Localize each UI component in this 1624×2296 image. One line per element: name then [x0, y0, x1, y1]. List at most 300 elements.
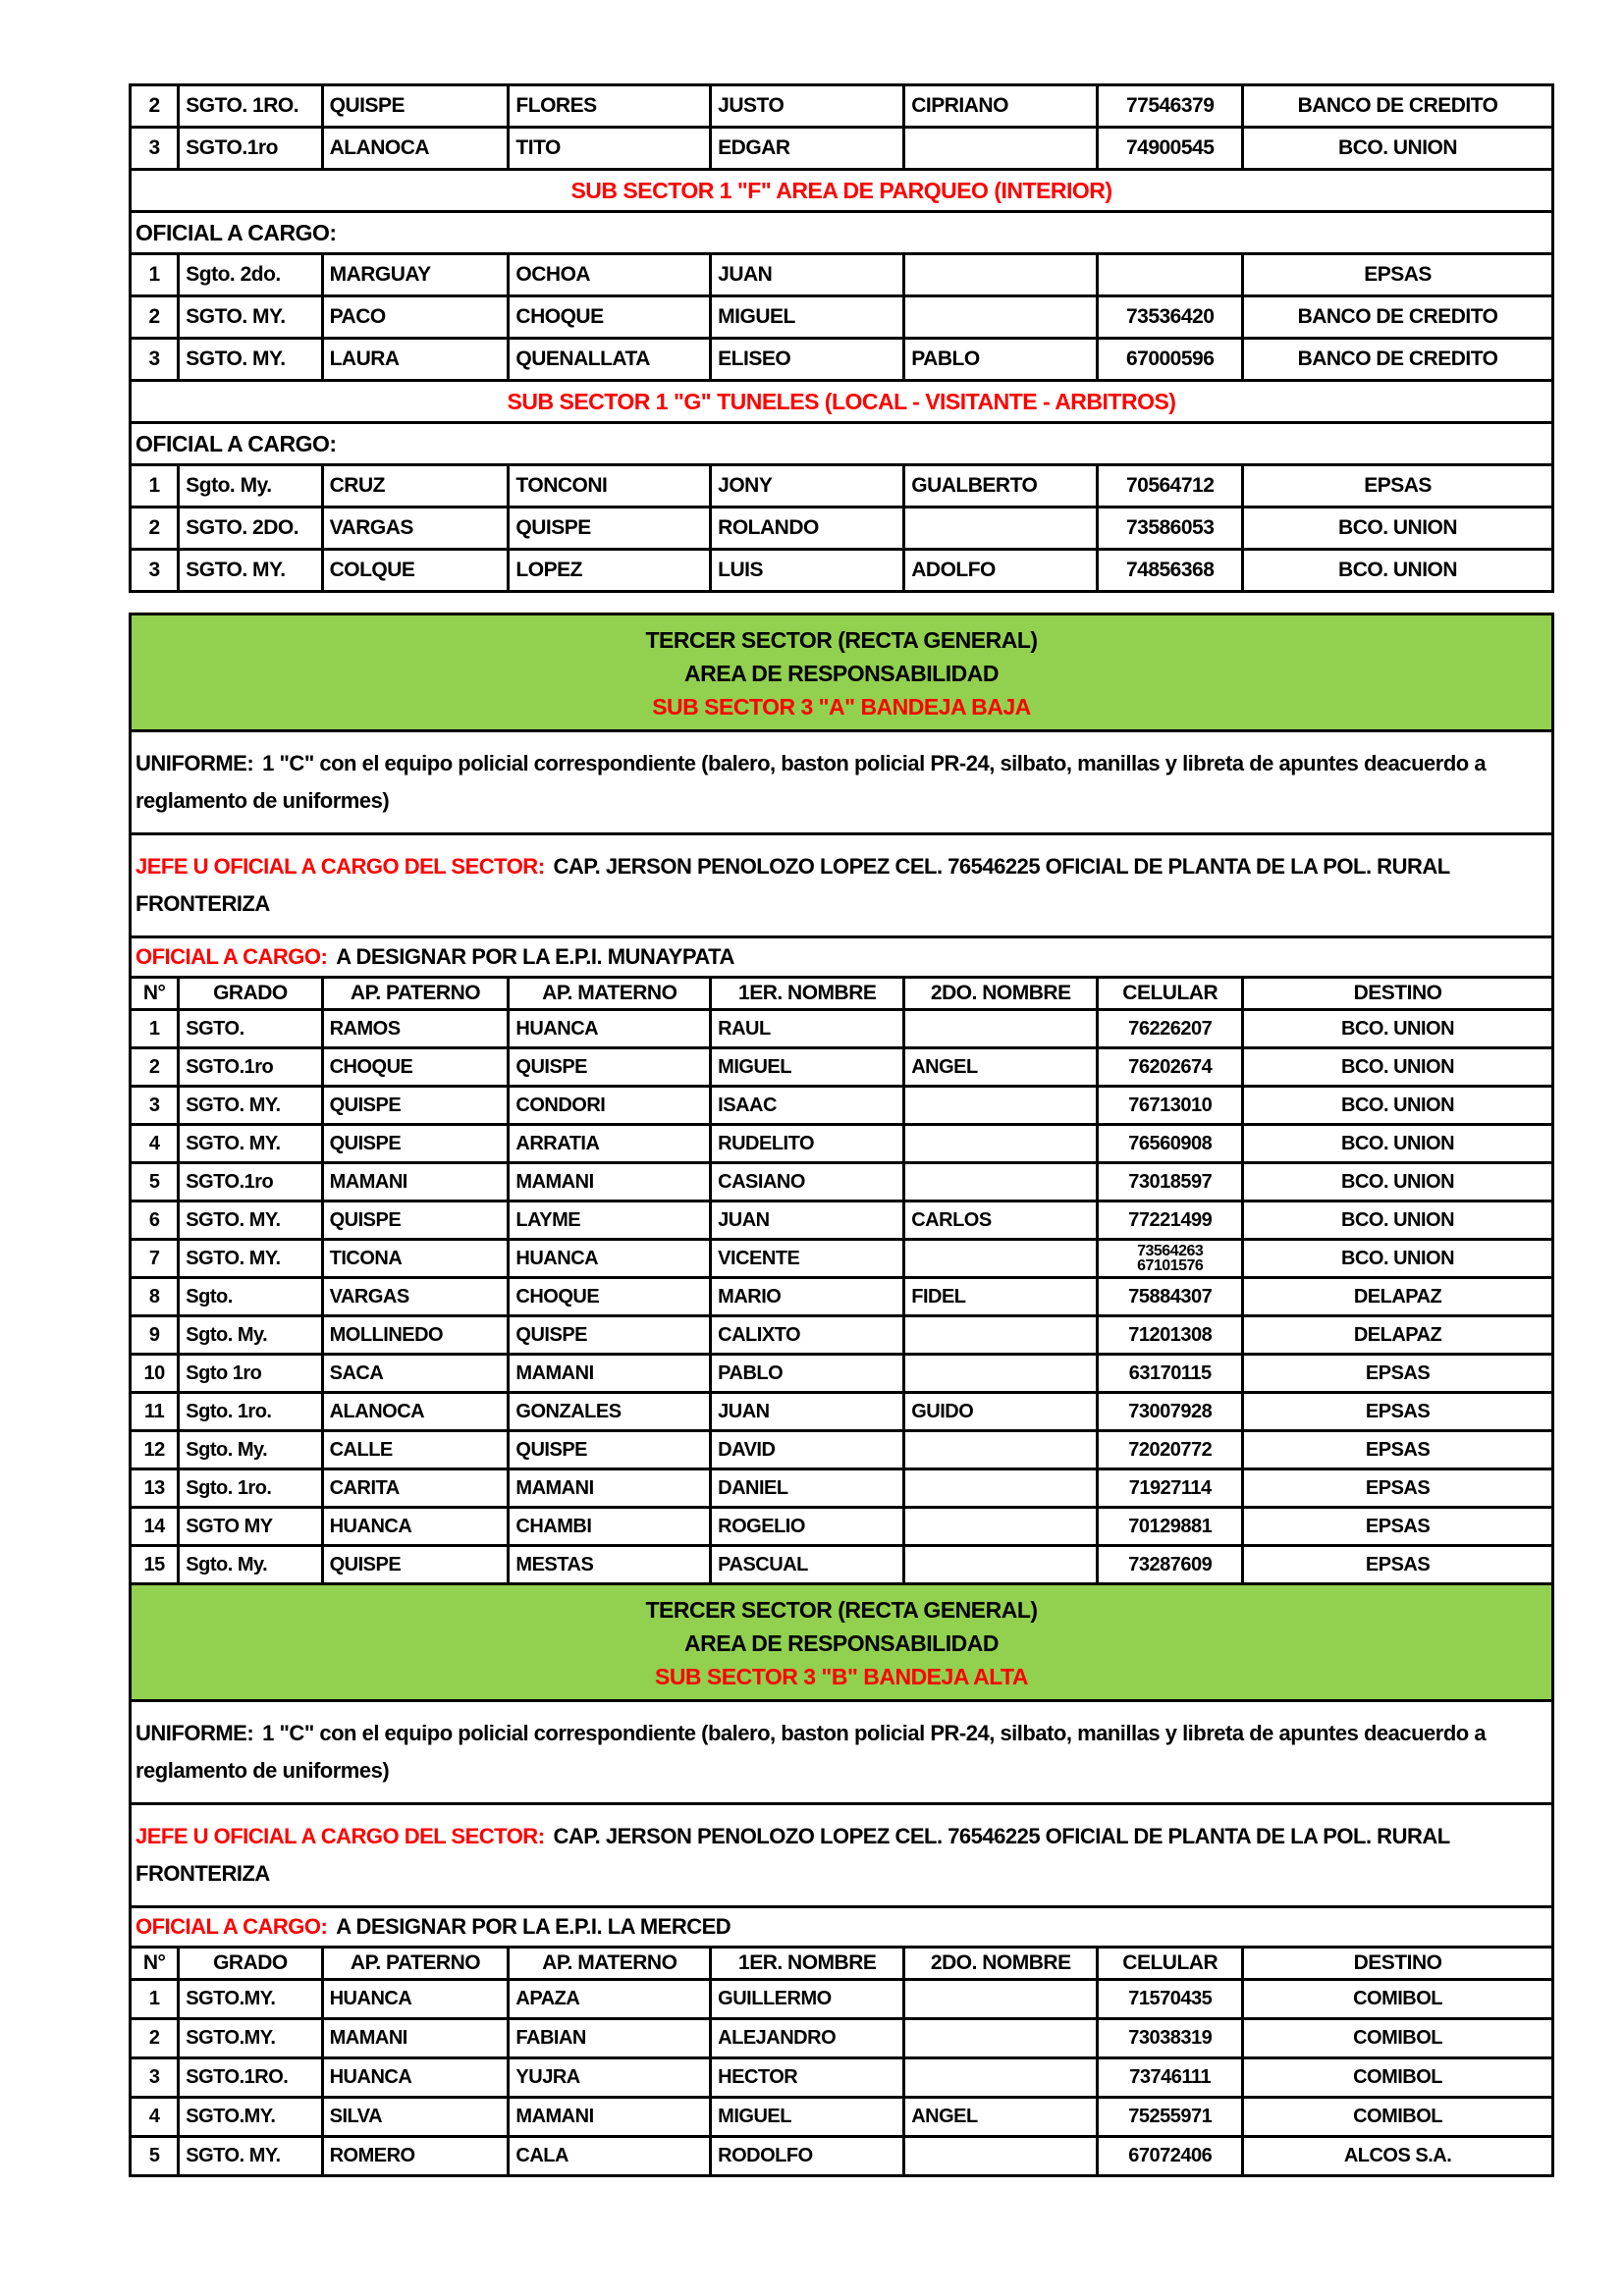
table-cell: 3: [131, 339, 179, 381]
table-cell: ROMERO: [322, 2137, 509, 2176]
table-cell: QUISPE: [322, 1125, 509, 1163]
table-row: [131, 339, 1553, 381]
table-cell: BANCO DE CREDITO: [1243, 339, 1553, 381]
table-cell: VARGAS: [322, 507, 509, 550]
banner-subsector: SUB SECTOR 3 "B" BANDEJA ALTA: [654, 1664, 1029, 1689]
table-cell: SGTO.1RO.: [179, 2058, 322, 2098]
table-cell: 4: [131, 1125, 179, 1163]
table-cell: BCO. UNION: [1243, 507, 1553, 550]
table-cell: GUALBERTO: [904, 465, 1098, 507]
table-cell: PABLO: [904, 339, 1098, 381]
table-cell: 7: [131, 1240, 179, 1278]
table-cell: 73038319: [1098, 2019, 1243, 2058]
table-row: [131, 1240, 1553, 1278]
table-cell: 76226207: [1098, 1010, 1243, 1048]
table-cell: MAMANI: [509, 1469, 711, 1508]
table-cell: FLORES: [509, 85, 711, 128]
table-cell: VICENTE: [711, 1240, 904, 1278]
table-cell: BCO. UNION: [1243, 1163, 1553, 1201]
table-cell: ANGEL: [904, 2098, 1098, 2137]
table-cell: YUJRA: [509, 2058, 711, 2098]
col-header-ap-paterno: AP. PATERNO: [322, 978, 509, 1010]
table-row: [131, 1469, 1553, 1508]
table-row: [131, 1980, 1553, 2019]
table-row: [131, 1431, 1553, 1469]
table-cell: QUISPE: [322, 1087, 509, 1125]
oficial-a-cargo-label: OFICIAL A CARGO:: [135, 430, 337, 456]
table-cell: 71570435: [1098, 1980, 1243, 2019]
table-row: [131, 2019, 1553, 2058]
oficial-label: OFICIAL A CARGO:: [135, 944, 328, 969]
table-cell: ROGELIO: [711, 1508, 904, 1546]
table-cell: SGTO MY: [179, 1508, 322, 1546]
table-row: [131, 1508, 1553, 1546]
jefe-label: JEFE U OFICIAL A CARGO DEL SECTOR:: [135, 1824, 545, 1848]
table-cell: 2: [131, 85, 179, 128]
table-row: [131, 1393, 1553, 1431]
table-cell: SGTO.: [179, 1010, 322, 1048]
table-cell: GUIDO: [904, 1393, 1098, 1431]
table-cell: ISAAC: [711, 1087, 904, 1125]
table-cell: SGTO. MY.: [179, 550, 322, 592]
table-cell: 14: [131, 1508, 179, 1546]
table-cell: [1098, 254, 1243, 296]
table-cell: LUIS: [711, 550, 904, 592]
table-cell: [904, 1087, 1098, 1125]
table-cell: 75255971: [1098, 2098, 1243, 2137]
sector-3a-banner: [129, 613, 1554, 732]
sector-3a-table: [129, 1008, 1554, 1585]
table-cell: MIGUEL: [711, 296, 904, 339]
table-cell: [904, 1240, 1098, 1278]
table-cell: MARIO: [711, 1278, 904, 1316]
col-header-ap-paterno: AP. PATERNO: [322, 1948, 509, 1980]
col-header-celular: CELULAR: [1098, 1948, 1243, 1980]
col-header-ap-materno: AP. MATERNO: [509, 1948, 711, 1980]
sector-3b-oficial-note: [129, 1905, 1554, 1949]
table-cell: MAMANI: [322, 2019, 509, 2058]
table-cell: MOLLINEDO: [322, 1316, 509, 1355]
table-cell: 10: [131, 1355, 179, 1393]
col-header-2do-nombre: 2DO. NOMBRE: [904, 978, 1098, 1010]
table-cell: FIDEL: [904, 1278, 1098, 1316]
table-row: [131, 1087, 1553, 1125]
table-cell: [904, 2019, 1098, 2058]
table-cell: SGTO. MY.: [179, 1201, 322, 1240]
table-cell: 15: [131, 1546, 179, 1584]
col-header-celular: CELULAR: [1098, 978, 1243, 1010]
table-cell: QUISPE: [509, 1431, 711, 1469]
table-row: [131, 85, 1553, 128]
table-cell: [904, 254, 1098, 296]
table-cell: [904, 2137, 1098, 2176]
table-cell: CIPRIANO: [904, 85, 1098, 128]
sub-sector-f-table: [129, 252, 1554, 382]
table-row: [131, 1048, 1553, 1087]
table-cell: EPSAS: [1243, 254, 1553, 296]
table-cell: SGTO.MY.: [179, 2019, 322, 2058]
sector-3b-table-body: [131, 1980, 1553, 2176]
col-header-num: N°: [131, 1948, 179, 1980]
table-cell: COMIBOL: [1243, 1980, 1553, 2019]
table-cell: CHOQUE: [509, 296, 711, 339]
table-cell: [904, 1469, 1098, 1508]
table-row: [131, 128, 1553, 170]
table-cell: SGTO.1ro: [179, 1163, 322, 1201]
table-row: [131, 1278, 1553, 1316]
table-cell: COMIBOL: [1243, 2058, 1553, 2098]
table-cell: EPSAS: [1243, 1431, 1553, 1469]
table-cell: LAYME: [509, 1201, 711, 1240]
oficial-text: A DESIGNAR POR LA E.P.I. LA MERCED: [336, 1914, 731, 1939]
table-cell: BCO. UNION: [1243, 1240, 1553, 1278]
continuation-table-body: [131, 85, 1553, 170]
table-cell: EPSAS: [1243, 1469, 1553, 1508]
table-cell: EPSAS: [1243, 1546, 1553, 1584]
table-cell: 74900545: [1098, 128, 1243, 170]
table-cell: CALLE: [322, 1431, 509, 1469]
table-cell: Sgto. My.: [179, 1431, 322, 1469]
table-cell: MIGUEL: [711, 1048, 904, 1087]
roster-document: [129, 83, 1554, 2177]
table-cell: EPSAS: [1243, 465, 1553, 507]
table-cell: JUSTO: [711, 85, 904, 128]
banner-title: TERCER SECTOR (RECTA GENERAL): [645, 627, 1038, 653]
table-cell: JONY: [711, 465, 904, 507]
table-cell: [904, 128, 1098, 170]
table-cell: CARLOS: [904, 1201, 1098, 1240]
col-header-2do-nombre: 2DO. NOMBRE: [904, 1948, 1098, 1980]
table-cell: HUANCA: [509, 1010, 711, 1048]
table-cell: RODOLFO: [711, 2137, 904, 2176]
table-cell: 1: [131, 254, 179, 296]
table-cell: [904, 1355, 1098, 1393]
table-cell: 3: [131, 550, 179, 592]
table-cell: EPSAS: [1243, 1393, 1553, 1431]
table-cell: HUANCA: [322, 1980, 509, 2019]
table-cell: 73564263 67101576: [1098, 1240, 1243, 1278]
table-cell: 9: [131, 1316, 179, 1355]
table-cell: [904, 1316, 1098, 1355]
table-cell: [904, 1546, 1098, 1584]
table-cell: HUANCA: [322, 1508, 509, 1546]
sector-3a-header-row: [129, 976, 1554, 1011]
table-cell: BCO. UNION: [1243, 128, 1553, 170]
table-cell: JUAN: [711, 1201, 904, 1240]
table-cell: Sgto 1ro: [179, 1355, 322, 1393]
col-header-grado: GRADO: [179, 978, 322, 1010]
uniforme-label: UNIFORME:: [135, 751, 254, 775]
jefe-label: JEFE U OFICIAL A CARGO DEL SECTOR:: [135, 854, 545, 879]
table-cell: CRUZ: [322, 465, 509, 507]
table-cell: Sgto. 1ro.: [179, 1393, 322, 1431]
table-cell: 70129881: [1098, 1508, 1243, 1546]
table-cell: PABLO: [711, 1355, 904, 1393]
table-cell: 71201308: [1098, 1316, 1243, 1355]
table-cell: SGTO. MY.: [179, 1087, 322, 1125]
table-cell: 73007928: [1098, 1393, 1243, 1431]
table-cell: 77546379: [1098, 85, 1243, 128]
table-cell: SGTO. 2DO.: [179, 507, 322, 550]
table-row: [131, 1201, 1553, 1240]
table-cell: 73536420: [1098, 296, 1243, 339]
sector-3b-uniforme-note: [129, 1699, 1554, 1805]
table-cell: 71927114: [1098, 1469, 1243, 1508]
table-cell: BANCO DE CREDITO: [1243, 85, 1553, 128]
table-cell: BCO. UNION: [1243, 1010, 1553, 1048]
table-cell: MIGUEL: [711, 2098, 904, 2137]
table-cell: 2: [131, 2019, 179, 2058]
table-cell: BANCO DE CREDITO: [1243, 296, 1553, 339]
table-cell: BCO. UNION: [1243, 550, 1553, 592]
table-cell: DELAPAZ: [1243, 1316, 1553, 1355]
col-header-num: N°: [131, 978, 179, 1010]
table-cell: JUAN: [711, 254, 904, 296]
table-cell: MARGUAY: [322, 254, 509, 296]
table-cell: SGTO. MY.: [179, 339, 322, 381]
table-cell: 76713010: [1098, 1087, 1243, 1125]
table-row: [131, 550, 1553, 592]
table-cell: Sgto. My.: [179, 1316, 322, 1355]
table-cell: MAMANI: [322, 1163, 509, 1201]
table-row: [131, 2137, 1553, 2176]
table-cell: ELISEO: [711, 339, 904, 381]
table-cell: CASIANO: [711, 1163, 904, 1201]
table-cell: SGTO. MY.: [179, 1240, 322, 1278]
table-cell: RAUL: [711, 1010, 904, 1048]
table-cell: CHAMBI: [509, 1508, 711, 1546]
table-cell: Sgto. 2do.: [179, 254, 322, 296]
table-row: [131, 296, 1553, 339]
table-cell: 77221499: [1098, 1201, 1243, 1240]
table-cell: 12: [131, 1431, 179, 1469]
table-cell: QUISPE: [509, 1316, 711, 1355]
sector-3b-banner: [129, 1582, 1554, 1702]
table-cell: 74856368: [1098, 550, 1243, 592]
table-cell: 76202674: [1098, 1048, 1243, 1087]
table-cell: 8: [131, 1278, 179, 1316]
table-cell: 3: [131, 1087, 179, 1125]
table-cell: CALA: [509, 2137, 711, 2176]
table-cell: 2: [131, 507, 179, 550]
table-cell: MESTAS: [509, 1546, 711, 1584]
sub-sector-f-banner: SUB SECTOR 1 "F" AREA DE PARQUEO (INTERIOR): [129, 168, 1554, 213]
table-cell: CHOQUE: [322, 1048, 509, 1087]
col-header-grado: GRADO: [179, 1948, 322, 1980]
table-cell: TITO: [509, 128, 711, 170]
table-cell: SGTO. MY.: [179, 1125, 322, 1163]
table-row: [131, 2098, 1553, 2137]
table-cell: CHOQUE: [509, 1278, 711, 1316]
table-cell: BCO. UNION: [1243, 1087, 1553, 1125]
table-cell: MAMANI: [509, 2098, 711, 2137]
oficial-text: A DESIGNAR POR LA E.P.I. MUNAYPATA: [336, 944, 734, 969]
table-cell: COMIBOL: [1243, 2098, 1553, 2137]
table-row: [131, 507, 1553, 550]
table-cell: ADOLFO: [904, 550, 1098, 592]
table-cell: TONCONI: [509, 465, 711, 507]
table-cell: MAMANI: [509, 1355, 711, 1393]
table-cell: PACO: [322, 296, 509, 339]
table-cell: 6: [131, 1201, 179, 1240]
table-cell: 1: [131, 1010, 179, 1048]
table-cell: GONZALES: [509, 1393, 711, 1431]
table-cell: MAMANI: [509, 1163, 711, 1201]
table-cell: SGTO. 1RO.: [179, 85, 322, 128]
table-cell: ROLANDO: [711, 507, 904, 550]
table-cell: SGTO.MY.: [179, 2098, 322, 2137]
oficial-a-cargo-label: OFICIAL A CARGO:: [135, 219, 337, 245]
table-cell: Sgto. My.: [179, 465, 322, 507]
table-cell: COLQUE: [322, 550, 509, 592]
table-cell: [904, 1125, 1098, 1163]
banner-subtitle: AREA DE RESPONSABILIDAD: [684, 661, 999, 686]
table-cell: SGTO. MY.: [179, 2137, 322, 2176]
table-cell: EPSAS: [1243, 1508, 1553, 1546]
table-cell: COMIBOL: [1243, 2019, 1553, 2058]
col-header-destino: DESTINO: [1243, 978, 1553, 1010]
table-cell: TICONA: [322, 1240, 509, 1278]
table-cell: QUISPE: [509, 507, 711, 550]
sub-sector-f-table-body: [131, 254, 1553, 381]
table-cell: HUANCA: [322, 2058, 509, 2098]
table-cell: BCO. UNION: [1243, 1125, 1553, 1163]
table-cell: [904, 2058, 1098, 2098]
table-cell: OCHOA: [509, 254, 711, 296]
table-cell: ALEJANDRO: [711, 2019, 904, 2058]
table-cell: 70564712: [1098, 465, 1243, 507]
oficial-label: OFICIAL A CARGO:: [135, 1914, 328, 1939]
col-header-ap-materno: AP. MATERNO: [509, 978, 711, 1010]
uniforme-label: UNIFORME:: [135, 1721, 254, 1745]
table-cell: 3: [131, 128, 179, 170]
table-cell: 73586053: [1098, 507, 1243, 550]
table-cell: HECTOR: [711, 2058, 904, 2098]
banner-title: TERCER SECTOR (RECTA GENERAL): [645, 1597, 1038, 1623]
table-cell: CONDORI: [509, 1087, 711, 1125]
sector-3b-header-row: [129, 1946, 1554, 1981]
table-cell: EPSAS: [1243, 1355, 1553, 1393]
table-cell: 73287609: [1098, 1546, 1243, 1584]
table-cell: SGTO.MY.: [179, 1980, 322, 2019]
table-cell: 5: [131, 2137, 179, 2176]
table-cell: 75884307: [1098, 1278, 1243, 1316]
table-cell: PASCUAL: [711, 1546, 904, 1584]
table-row: [131, 1546, 1553, 1584]
sector-3b-jefe-note: [129, 1802, 1554, 1908]
table-cell: [904, 1010, 1098, 1048]
table-cell: [904, 296, 1098, 339]
col-header-1er-nombre: 1ER. NOMBRE: [711, 978, 904, 1010]
sub-sector-g-banner: SUB SECTOR 1 "G" TUNELES (LOCAL - VISITANTE - ARBITROS): [129, 379, 1554, 424]
table-cell: 11: [131, 1393, 179, 1431]
table-cell: JUAN: [711, 1393, 904, 1431]
table-row: [131, 1010, 1553, 1048]
table-cell: ANGEL: [904, 1048, 1098, 1087]
table-cell: ALANOCA: [322, 128, 509, 170]
table-cell: EDGAR: [711, 128, 904, 170]
table-cell: 2: [131, 1048, 179, 1087]
jefe-text: CAP. JERSON PENOLOZO LOPEZ CEL. 76546225 OFICIAL DE PLANTA DE LA POL. RURAL FRONTERIZA: [135, 854, 1450, 916]
table-cell: Sgto.: [179, 1278, 322, 1316]
table-cell: RAMOS: [322, 1010, 509, 1048]
table-cell: QUISPE: [322, 85, 509, 128]
sector-3a-uniforme-note: [129, 729, 1554, 835]
table-cell: 72020772: [1098, 1431, 1243, 1469]
sub-sector-g-table: [129, 463, 1554, 593]
table-cell: VARGAS: [322, 1278, 509, 1316]
sector-3b-table: [129, 1978, 1554, 2177]
table-cell: QUISPE: [322, 1546, 509, 1584]
table-cell: ARRATIA: [509, 1125, 711, 1163]
col-header-destino: DESTINO: [1243, 1948, 1553, 1980]
table-cell: 1: [131, 1980, 179, 2019]
table-row: [131, 465, 1553, 507]
table-cell: 3: [131, 2058, 179, 2098]
table-cell: LAURA: [322, 339, 509, 381]
table-row: [131, 1316, 1553, 1355]
table-cell: 2: [131, 296, 179, 339]
uniforme-text: 1 "C" con el equipo policial correspondiente (balero, baston policial PR-24, silbato, manillas y libreta de apuntes deacuerdo a reglamento de uniformes): [135, 751, 1487, 813]
table-cell: 5: [131, 1163, 179, 1201]
table-cell: FABIAN: [509, 2019, 711, 2058]
table-cell: RUDELITO: [711, 1125, 904, 1163]
table-cell: SACA: [322, 1355, 509, 1393]
sector-3a-oficial-note: [129, 935, 1554, 979]
table-cell: SILVA: [322, 2098, 509, 2137]
table-cell: [904, 1980, 1098, 2019]
sector-3a-jefe-note: [129, 832, 1554, 938]
table-cell: 67072406: [1098, 2137, 1243, 2176]
table-cell: 76560908: [1098, 1125, 1243, 1163]
table-cell: BCO. UNION: [1243, 1048, 1553, 1087]
table-cell: APAZA: [509, 1980, 711, 2019]
table-cell: HUANCA: [509, 1240, 711, 1278]
continuation-table: [129, 83, 1554, 171]
table-row: [131, 254, 1553, 296]
uniforme-text: 1 "C" con el equipo policial correspondiente (balero, baston policial PR-24, silbato, manillas y libreta de apuntes deacuerdo a reglamento de uniformes): [135, 1721, 1487, 1783]
table-row: [131, 1355, 1553, 1393]
table-cell: ALANOCA: [322, 1393, 509, 1431]
table-cell: Sgto. 1ro.: [179, 1469, 322, 1508]
table-cell: 4: [131, 2098, 179, 2137]
table-cell: Sgto. My.: [179, 1546, 322, 1584]
table-cell: [904, 1163, 1098, 1201]
table-cell: GUILLERMO: [711, 1980, 904, 2019]
table-cell: SGTO.1ro: [179, 128, 322, 170]
sub-sector-g-oficial-row: [129, 421, 1554, 466]
table-cell: 67000596: [1098, 339, 1243, 381]
table-cell: [904, 1431, 1098, 1469]
table-cell: ALCOS S.A.: [1243, 2137, 1553, 2176]
table-cell: [904, 1508, 1098, 1546]
table-cell: [904, 507, 1098, 550]
table-row: [131, 1163, 1553, 1201]
table-cell: 1: [131, 465, 179, 507]
table-cell: SGTO. MY.: [179, 296, 322, 339]
table-cell: BCO. UNION: [1243, 1201, 1553, 1240]
banner-subtitle: AREA DE RESPONSABILIDAD: [684, 1630, 999, 1656]
col-header-1er-nombre: 1ER. NOMBRE: [711, 1948, 904, 1980]
section-gap: [129, 593, 1554, 613]
sub-sector-g-table-body: [131, 465, 1553, 592]
banner-subsector: SUB SECTOR 3 "A" BANDEJA BAJA: [652, 694, 1031, 720]
jefe-text: CAP. JERSON PENOLOZO LOPEZ CEL. 76546225 OFICIAL DE PLANTA DE LA POL. RURAL FRONTERIZA: [135, 1824, 1450, 1886]
table-row: [131, 1125, 1553, 1163]
table-cell: DAVID: [711, 1431, 904, 1469]
sector-3a-table-body: [131, 1010, 1553, 1584]
table-cell: LOPEZ: [509, 550, 711, 592]
